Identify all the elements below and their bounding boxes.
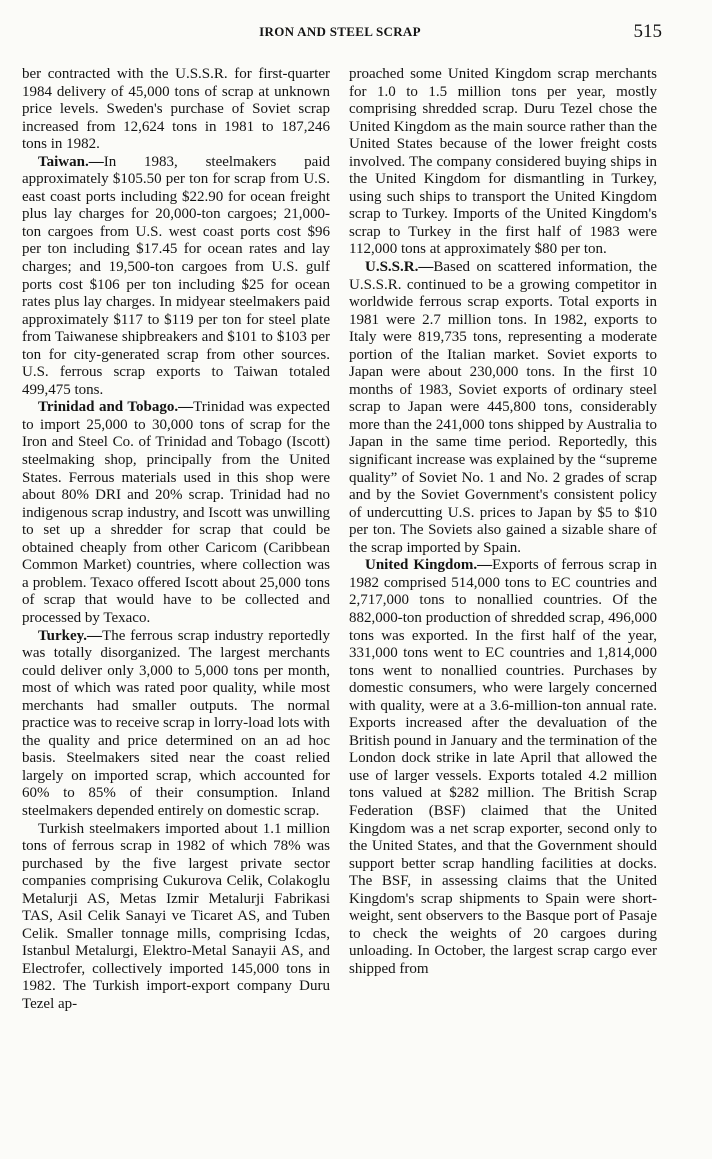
running-head bbox=[0, 21, 712, 46]
paragraph-text: Based on scattered information, the U.S.S.R. continued to be a growing competitor in worldwide ferrous scrap exports. Total exports in 1981 were 2.7 million tons. In 1982, exports to Italy were 819,735 tons, representing a moderate portion of the Italian market. Soviet exports to Japan were about 230,000 tons. In the first 10 months of 1983, Soviet exports of ordinary steel scrap to Japan were 445,800 tons, considerably more than the 241,000 tons shipped by Australia to Japan in the same time period. Reportedly, this significant increase was explained by the “supreme quality” of Soviet No. 1 and No. 2 grades of scrap and by the Soviet Government's consistent policy of undercutting U.S. prices to Japan by $5 to $10 per ton. The Soviets also gained a sizable share of the scrap imported by Spain. bbox=[349, 259, 657, 556]
paragraph-turkey bbox=[22, 628, 330, 821]
paragraph-trinidad-and-tobago bbox=[22, 399, 330, 627]
left-column bbox=[22, 66, 330, 1014]
paragraph-lead: Taiwan.— bbox=[38, 153, 104, 170]
paragraph-lead: U.S.S.R.— bbox=[365, 259, 434, 276]
paragraph-text: Turkish steelmakers imported about 1.1 million tons of ferrous scrap in 1982 of which 78% was purchased by the five largest private sector companies comprising Cukurova Celik, Colakoglu Metalurji AS, Metas Izmir Metalurji Fabrikasi TAS, Asil Celik Sanayi ve Ticaret AS, and Tuben Celik. Smaller tonnage mills, comprising Icdas, Istanbul Metalurgi, Elektro-Metal Sanayii AS, and Electrofer, collectively imported 145,000 tons in 1982. The Turkish import-export company Duru Tezel ap- bbox=[22, 820, 330, 1012]
paragraph-text: proached some United Kingdom scrap merchants for 1.0 to 1.5 million tons per year, mostly comprising shredded scrap. Duru Tezel chose the United Kingdom as the main source rather than the United States because of the lower freight costs involved. The company considered buying ships in the United Kingdom for dismantling in Turkey, using such ships to transport the United Kingdom scrap to Turkey. Imports of the United Kingdom's scrap to Turkey in the first half of 1983 were 112,000 tons at approximately $80 per ton. bbox=[349, 66, 657, 258]
paragraph-lead: Trinidad and Tobago.— bbox=[38, 399, 194, 416]
paragraph-text: ber contracted with the U.S.S.R. for first-quarter 1984 delivery of 45,000 tons of scrap at unknown price levels. Sweden's purchase of Soviet scrap increased from 12,624 tons in 1981 to 187,246 tons in 1982. bbox=[22, 66, 330, 153]
paragraph-lead: Turkey.— bbox=[38, 627, 103, 644]
paragraph-text: Exports of ferrous scrap in 1982 comprised 514,000 tons to EC countries and 2,717,000 tons to nonallied countries. Of the 882,000-ton production of shredded scrap, 496,000 tons was exported. In the first half of the year, 331,000 tons went to EC countries and 1,814,000 tons went to nonallied countries. Purchases by domestic consumers, who were largely concerned with quality, were at a 3.6-million-ton annual rate. Exports increased after the devaluation of the British pound in January and the termination of the London dock strike in late April that allowed the use of larger vessels. Exports totaled 4.2 million tons valued at $282 million. The British Scrap Federation (BSF) claimed that the United Kingdom was a net scrap exporter, second only to the United States, and that the Government should support better scrap handling facilities at docks. The BSF, in assessing claims that the United Kingdom's scrap shipments to Spain were short-weight, sent observers to the Basque port of Pasaje to check the weights of 20 cargoes during unloading. In October, the largest scrap cargo ever shipped from bbox=[349, 557, 657, 977]
running-title: IRON AND STEEL SCRAP bbox=[259, 24, 421, 39]
paragraph bbox=[22, 66, 330, 154]
paragraph-text: In 1983, steelmakers paid approximately $105.50 per ton for scrap from U.S. east coast ports including $22.90 for ocean freight plus lay charges for 20,000-ton cargoes; 21,000-ton cargoes from U.S. west coast ports cost $96 per ton including $17.45 for ocean rates and lay charges; and 19,500-ton cargoes from U.S. gulf ports cost $106 per ton including $25 for ocean rates plus lay charges. In midyear steelmakers paid approximately $117 to $119 per ton for steel plate from Taiwanese shipbreakers and $101 to $103 per ton for city-generated scrap from other sources. U.S. ferrous scrap exports to Taiwan totaled 499,475 tons. bbox=[22, 153, 330, 398]
paragraph-text: The ferrous scrap industry reportedly was totally disorganized. The largest merchants could deliver only 3,000 to 5,000 tons per month, most of which was rated poor quality, while most merchants had smaller outputs. The normal practice was to receive scrap in lorry-load lots with the quality and price determined on an ad hoc basis. Steelmakers sited near the coast relied largely on imported scrap, which accounted for 60% to 85% of their consumption. Inland steelmakers depended entirely on domestic scrap. bbox=[22, 627, 330, 819]
paragraph bbox=[349, 66, 657, 259]
paragraph-ussr bbox=[349, 259, 657, 557]
paragraph bbox=[22, 821, 330, 1014]
paragraph-taiwan bbox=[22, 154, 330, 400]
paragraph-united-kingdom bbox=[349, 557, 657, 978]
right-column bbox=[349, 66, 657, 978]
paragraph-text: Trinidad was expected to import 25,000 to 30,000 tons of scrap for the Iron and Steel Co. of Trinidad and Tobago (Iscott) steelmaking shop, principally from the United States. Ferrous materials used in this shop were about 80% DRI and 20% scrap. Trinidad had no indigenous scrap industry, and Iscott was unwilling to set up a shredder for scrap that could be obtained cheaply from other Caricom (Caribbean Common Market) countries, where collection was a problem. Texaco offered Iscott about 25,000 tons of scrap that would have to be collected and processed by Texaco. bbox=[22, 399, 331, 626]
page-number: 515 bbox=[633, 21, 662, 42]
paragraph-lead: United Kingdom.— bbox=[365, 557, 493, 574]
